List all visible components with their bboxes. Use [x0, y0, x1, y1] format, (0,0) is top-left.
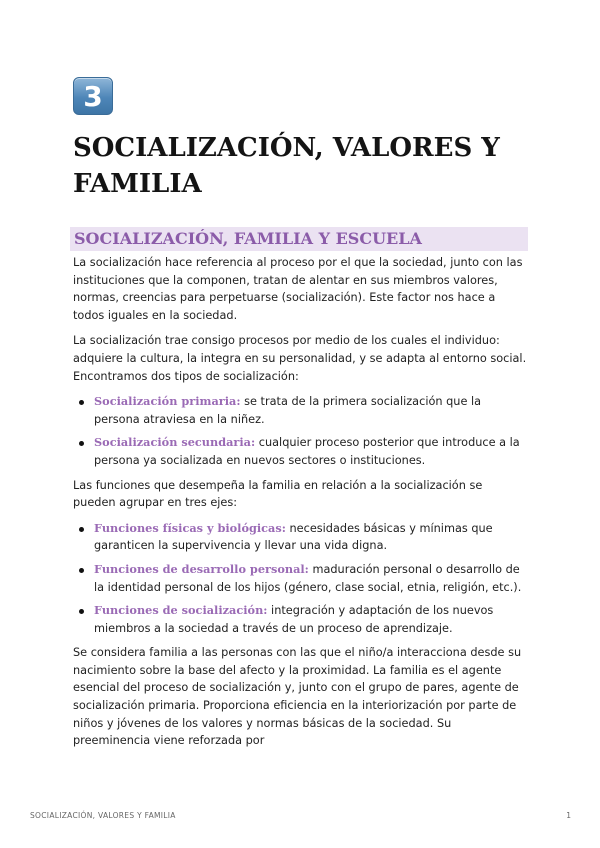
paragraph-socialization-processes: La socialización trae consigo procesos por medio de los cuales el individuo: adquiere la cultura, la integra en su personalidad, y se adapta al entorno social. Encontramos dos tipos de socialización: [73, 334, 527, 383]
list-item-text: integración y adaptación de los nuevos miembros a la sociedad a través de un proceso de aprendizaje. [94, 604, 494, 635]
document-body [73, 254, 528, 758]
list-item-term: Funciones físicas y biológicas: [94, 520, 286, 535]
list-item [94, 561, 528, 596]
list-item [94, 520, 528, 555]
list-item-term: Socialización secundaria: [94, 435, 256, 450]
page-title: SOCIALIZACIÓN, VALORES Y FAMILIA [73, 133, 500, 199]
list-item-term: Funciones de socialización: [94, 603, 268, 618]
socialization-types-list [73, 393, 528, 469]
list-item-term: Socialización primaria: [94, 394, 241, 409]
page-number: 1 [566, 811, 571, 820]
list-item [94, 602, 528, 637]
list-item-text: se trata de la primera socialización que la persona atraviesa en la niñez. [94, 395, 482, 426]
list-item-text: cualquier proceso posterior que introduce a la persona ya socializada en nuevos sectores o instituciones. [94, 436, 520, 467]
list-item [94, 434, 528, 469]
number-badge-icon [73, 77, 113, 115]
family-functions-list [73, 520, 528, 638]
footer-title: SOCIALIZACIÓN, VALORES Y FAMILIA [30, 811, 176, 820]
list-item-text: necesidades básicas y mínimas que garanticen la supervivencia y llevar una vida digna. [94, 521, 493, 553]
paragraph-family-definition: Se considera familia a las personas con las que el niño/a interacciona desde su nacimiento sobre la base del afecto y la proximidad. La familia es el agente esencial del proceso de socialización y, junto con el grupo de pares, agente de socialización primaria. Proporciona eficiencia en la interiorización por parte de niños y jóvenes de los valores y normas básicas de la sociedad. Su preeminencia viene reforzada por [73, 646, 522, 748]
paragraph-socialization-definition: La socialización hace referencia al proceso por el que la sociedad, junto con las instituciones que la componen, tratan de alentar en sus miembros valores, normas, creencias para perpetuarse (socialización). Este factor nos hace a todos iguales en la sociedad. [73, 256, 523, 322]
list-item [94, 393, 528, 428]
paragraph-family-functions-intro: Las funciones que desempeña la familia en relación a la socialización se pueden agrupar en tres ejes: [73, 478, 483, 510]
list-item-term: Funciones de desarrollo personal: [94, 561, 309, 576]
section-heading: SOCIALIZACIÓN, FAMILIA Y ESCUELA [70, 227, 528, 251]
list-item-text: maduración personal o desarrollo de la identidad personal de los hijos (género, clase social, etnia, religión, etc.). [94, 562, 522, 594]
badge-number: 3 [83, 79, 103, 113]
